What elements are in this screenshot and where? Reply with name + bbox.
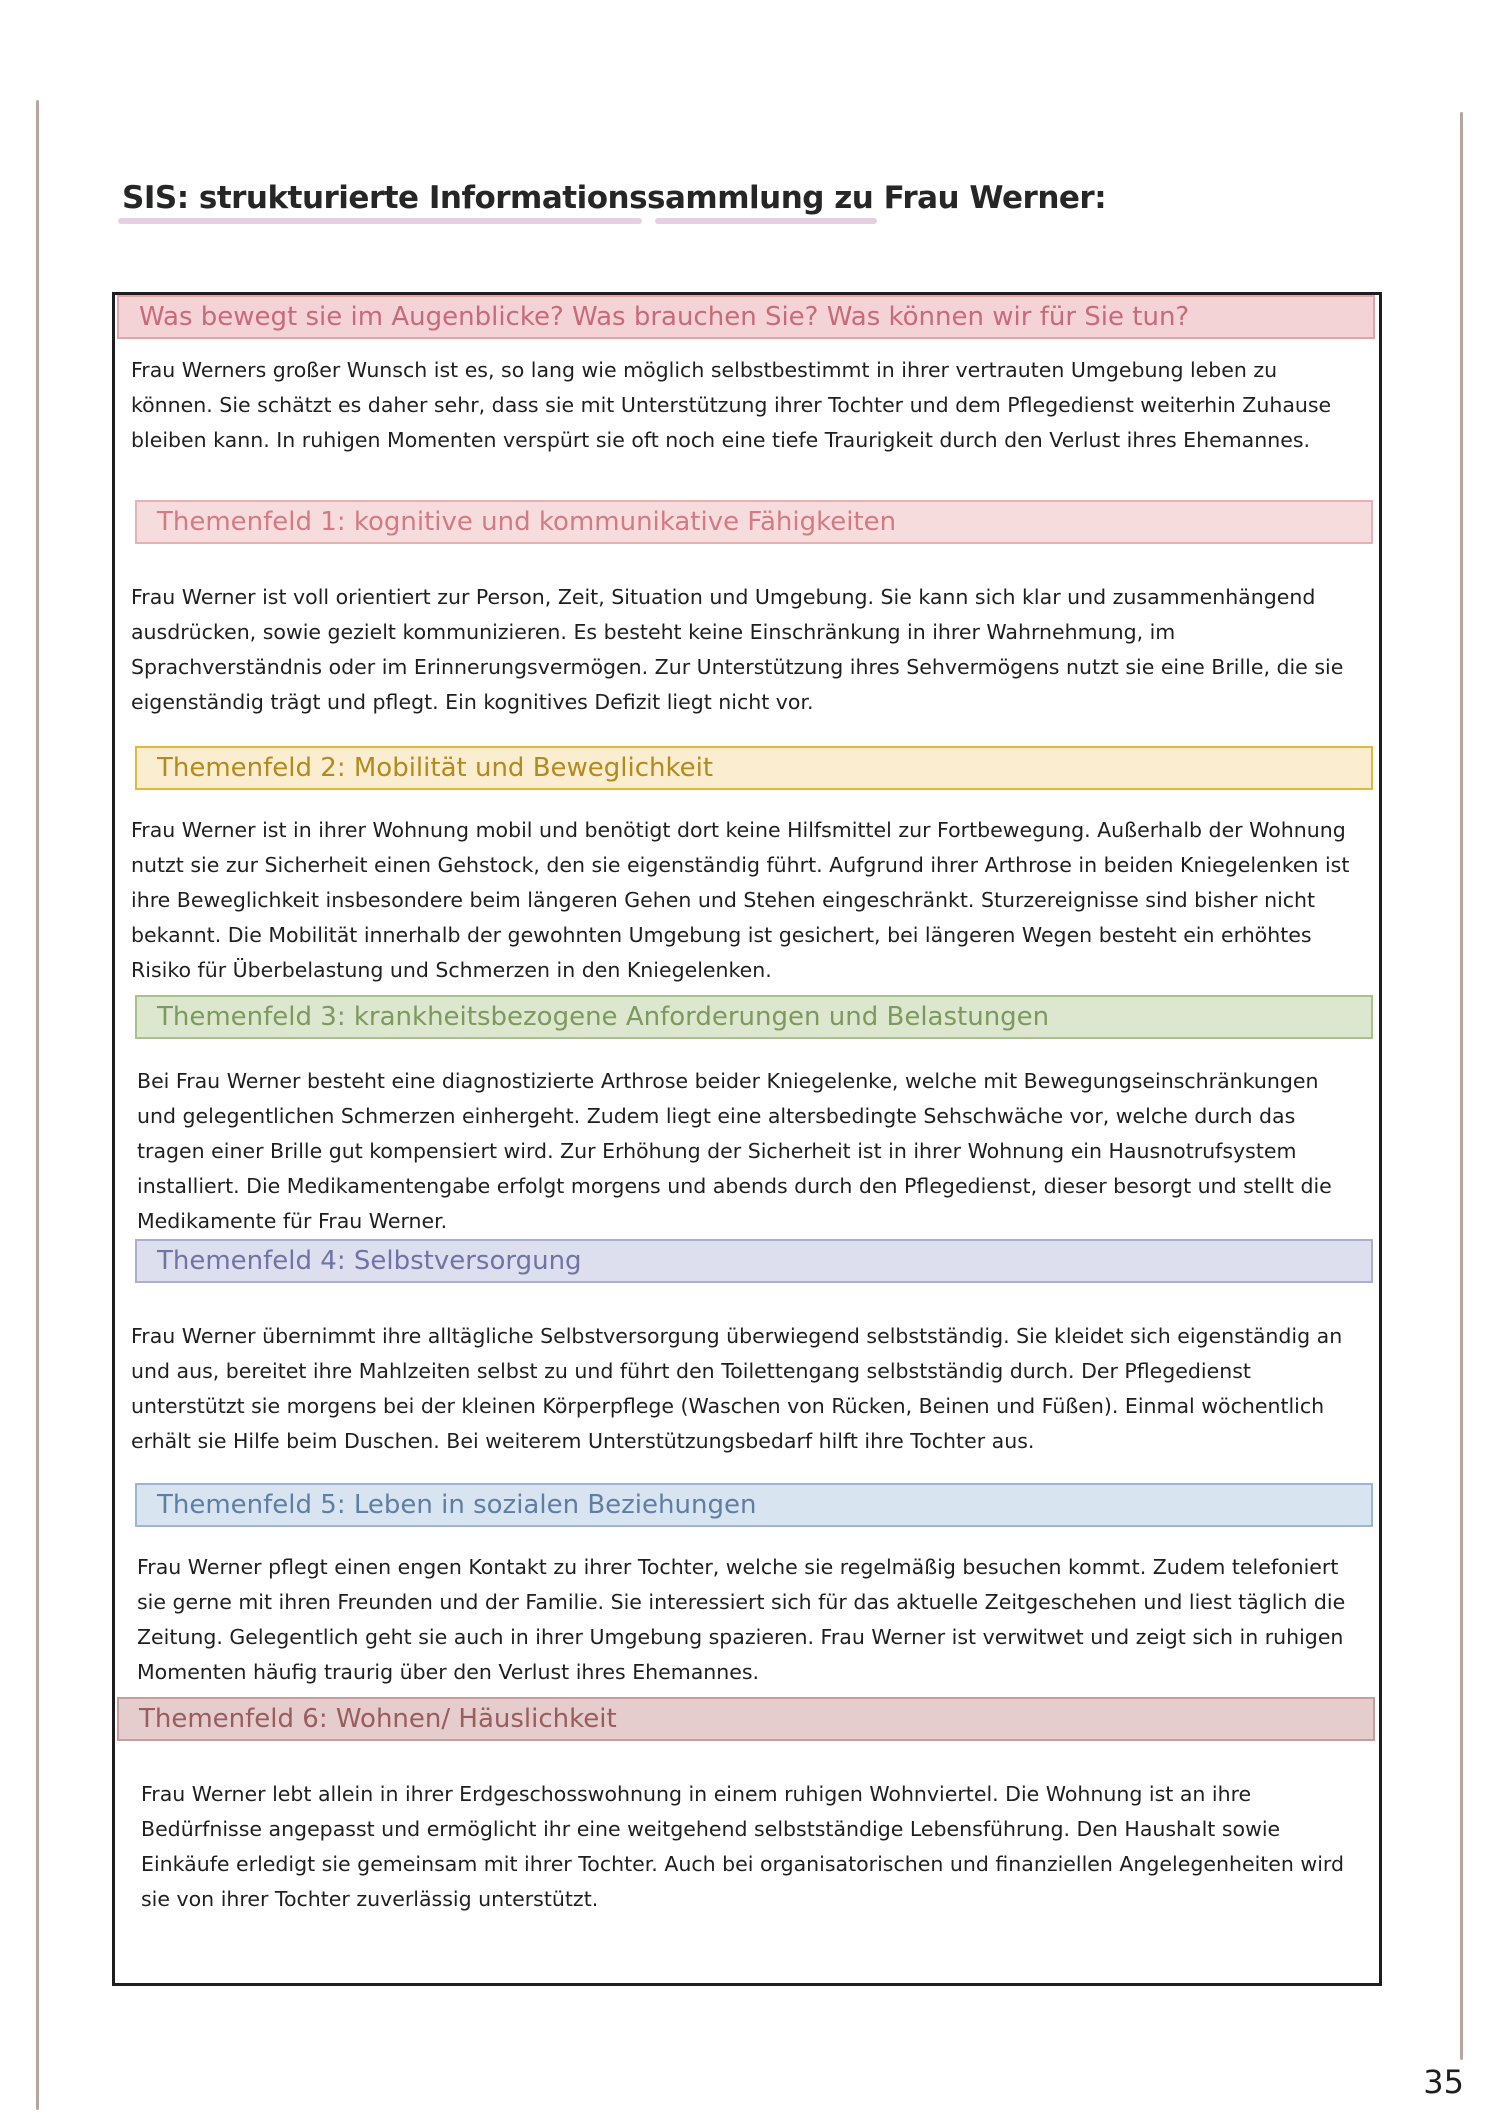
sis-form-box <box>112 292 1382 1986</box>
section-heading: Themenfeld 2: Mobilität und Beweglichkeit <box>135 746 1373 790</box>
section-heading: Themenfeld 5: Leben in sozialen Beziehungen <box>135 1483 1373 1527</box>
section-text: Frau Werner ist voll orientiert zur Person, Zeit, Situation und Umgebung. Sie kann sich klar und zusammenhängend ausdrücken, sowie gezielt kommunizieren. Es besteht keine Einschränkung in ihrer Wahrnehmung, im Sprachverständnis oder im Erinnerungsvermögen. Zur Unterstützung ihres Sehvermögens nutzt sie eine Brille, die sie eigenständig trägt und pflegt. Ein kognitives Defizit liegt nicht vor. <box>131 585 1344 714</box>
title-highlight <box>655 218 877 224</box>
title-highlight <box>118 218 642 224</box>
section-text: Frau Werners großer Wunsch ist es, so lang wie möglich selbstbestimmt in ihrer vertrauten Umgebung leben zu können. Sie schätzt es daher sehr, dass sie mit Unterstützung ihrer Tochter und dem Pflegedienst weiterhin Zuhause bleiben kann. In ruhigen Momenten verspürt sie oft noch eine tiefe Traurigkeit durch den Verlust ihres Ehemannes. <box>131 358 1332 452</box>
page-number: 35 <box>1423 2063 1464 2101</box>
section-heading: Themenfeld 1: kognitive und kommunikative Fähigkeiten <box>135 500 1373 544</box>
page-title: SIS: strukturierte Informationssammlung zu Frau Werner: <box>122 180 1107 216</box>
section-heading: Themenfeld 6: Wohnen/ Häuslichkeit <box>117 1697 1375 1741</box>
section-text: Frau Werner lebt allein in ihrer Erdgeschosswohnung in einem ruhigen Wohnviertel. Die Wohnung ist an ihre Bedürfnisse angepasst und ermöglicht ihr eine weitgehend selbstständige Lebensführung. Den Haushalt sowie Einkäufe erledigt sie gemeinsam mit ihrer Tochter. Auch bei organisatorischen und finanziellen Angelegenheiten wird sie von ihrer Tochter zuverlässig unterstützt. <box>141 1782 1344 1911</box>
section-text: Frau Werner übernimmt ihre alltägliche Selbstversorgung überwiegend selbstständig. Sie kleidet sich eigenständig an und aus, bereitet ihre Mahlzeiten selbst zu und führt den Toilettengang selbstständig durch. Der Pflegedienst unterstützt sie morgens bei der kleinen Körperpflege (Waschen von Rücken, Beinen und Füßen). Einmal wöchentlich erhält sie Hilfe beim Duschen. Bei weiterem Unterstützungsbedarf hilft ihre Tochter aus. <box>131 1324 1343 1453</box>
section-heading: Themenfeld 3: krankheitsbezogene Anforderungen und Belastungen <box>135 995 1373 1039</box>
section-heading: Was bewegt sie im Augenblicke? Was brauchen Sie? Was können wir für Sie tun? <box>117 295 1375 339</box>
section-text: Bei Frau Werner besteht eine diagnostizierte Arthrose beider Kniegelenke, welche mit Bewegungseinschränkungen und gelegentlichen Schmerzen einhergeht. Zudem liegt eine altersbedingte Sehschwäche vor, welche durch das tragen einer Brille gut kompensiert wird. Zur Erhöhung der Sicherheit ist in ihrer Wohnung ein Hausnotrufsystem installiert. Die Medikamentengabe erfolgt morgens und abends durch den Pflegedienst, dieser besorgt und stellt die Medikamente für Frau Werner. <box>137 1069 1332 1233</box>
right-margin-line <box>1460 112 1463 2060</box>
section-text: Frau Werner ist in ihrer Wohnung mobil und benötigt dort keine Hilfsmittel zur Fortbewegung. Außerhalb der Wohnung nutzt sie zur Sicherheit einen Gehstock, den sie eigenständig führt. Aufgrund ihrer Arthrose in beiden Kniegelenken ist ihre Beweglichkeit insbesondere beim längeren Gehen und Stehen eingeschränkt. Sturzereignisse sind bisher nicht bekannt. Die Mobilität innerhalb der gewohnten Umgebung ist gesichert, bei längeren Wegen besteht ein erhöhtes Risiko für Überbelastung und Schmerzen in den Kniegelenken. <box>131 818 1350 982</box>
left-margin-line <box>36 100 39 2110</box>
section-text: Frau Werner pflegt einen engen Kontakt zu ihrer Tochter, welche sie regelmäßig besuchen kommt. Zudem telefoniert sie gerne mit ihren Freunden und der Familie. Sie interessiert sich für das aktuelle Zeitgeschehen und liest täglich die Zeitung. Gelegentlich geht sie auch in ihrer Umgebung spazieren. Frau Werner ist verwitwet und zeigt sich in ruhigen Momenten häufig traurig über den Verlust ihres Ehemannes. <box>137 1555 1346 1684</box>
section-heading: Themenfeld 4: Selbstversorgung <box>135 1239 1373 1283</box>
